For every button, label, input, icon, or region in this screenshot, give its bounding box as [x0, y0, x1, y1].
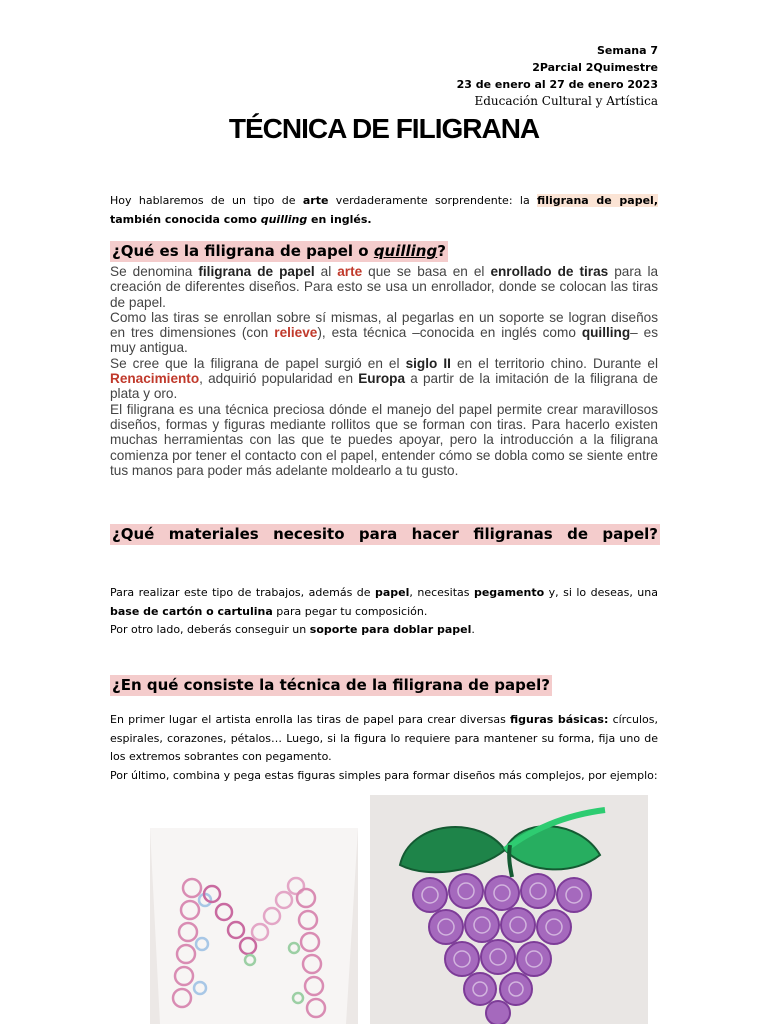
paragraph: El filigrana es una técnica preciosa dónde el manejo del papel permite crear maravillosos diseños, formas y figuras mediante rollitos que se forman con tiras. Para hacerlo existen muchas herramientas con las que te puedes apoyar, pero la introducción a la filigrana comienza por tener el contacto con el papel, entender cómo se dobla como se siente entre tus manos para poder más adelante moldearlo a tu gusto. [110, 401, 658, 478]
paragraph: Como las tiras se enrollan sobre sí mismas, al pegarlas en un soporte se logran diseños en tres dimensiones (con relieve), esta técnica –conocida en inglés como quilling– es muy antigua. [110, 309, 658, 356]
technique-paragraph: En primer lugar el artista enrolla las tiras de papel para crear diversas figuras básicas: círculos, espirales, corazones, pétalos… Luego, si la figura lo requiere para mantener su forma, fija uno de los extremos sobrantes con pegamento. Por último, combina y pega estas figuras simples para formar diseños más complejos, por ejemplo: [110, 713, 658, 782]
materials-paragraph: Para realizar este tipo de trabajos, además de papel, necesitas pegamento y, si lo deseas, una base de cartón o cartulina para pegar tu composición. Por otro lado, deberás conseguir un soporte para doblar papel. [110, 586, 658, 636]
section-heading-materials: ¿Qué materiales necesito para hacer filigranas de papel? [112, 525, 658, 543]
section-what-is-body [110, 264, 658, 478]
week-label: Semana 7 [596, 44, 658, 57]
paragraph: Se denomina filigrana de papel al arte que se basa en el enrollado de tiras para la creación de diferentes diseños. Para esto se usa un enrollador, donde se colocan las tiras de papel. [110, 264, 659, 310]
period-label: 2Parcial 2Quimestre [532, 61, 658, 74]
date-range: 23 de enero al 27 de enero 2023 [456, 78, 658, 91]
section-heading-technique: ¿En qué consiste la técnica de la filigrana de papel? [112, 676, 550, 694]
subject-label: Educación Cultural y Artística [474, 94, 658, 108]
document-header [457, 42, 658, 110]
paragraph: Se cree que la filigrana de papel surgió en el siglo II en el territorio chino. Durante el Renacimiento, adquirió popularidad en Europa a partir de la imitación de la filigrana de plata y oro. [110, 355, 658, 402]
quilled-grapes-image [370, 795, 648, 1024]
intro-paragraph: Hoy hablaremos de un tipo de arte verdaderamente sorprendente: la filigrana de papel, también conocida como quilling en inglés. [110, 194, 659, 226]
page-title: TÉCNICA DE FILIGRANA [228, 113, 540, 144]
section-heading-what-is: ¿Qué es la filigrana de papel o quilling? [112, 242, 446, 260]
quilled-letter-m-image [150, 828, 358, 1024]
